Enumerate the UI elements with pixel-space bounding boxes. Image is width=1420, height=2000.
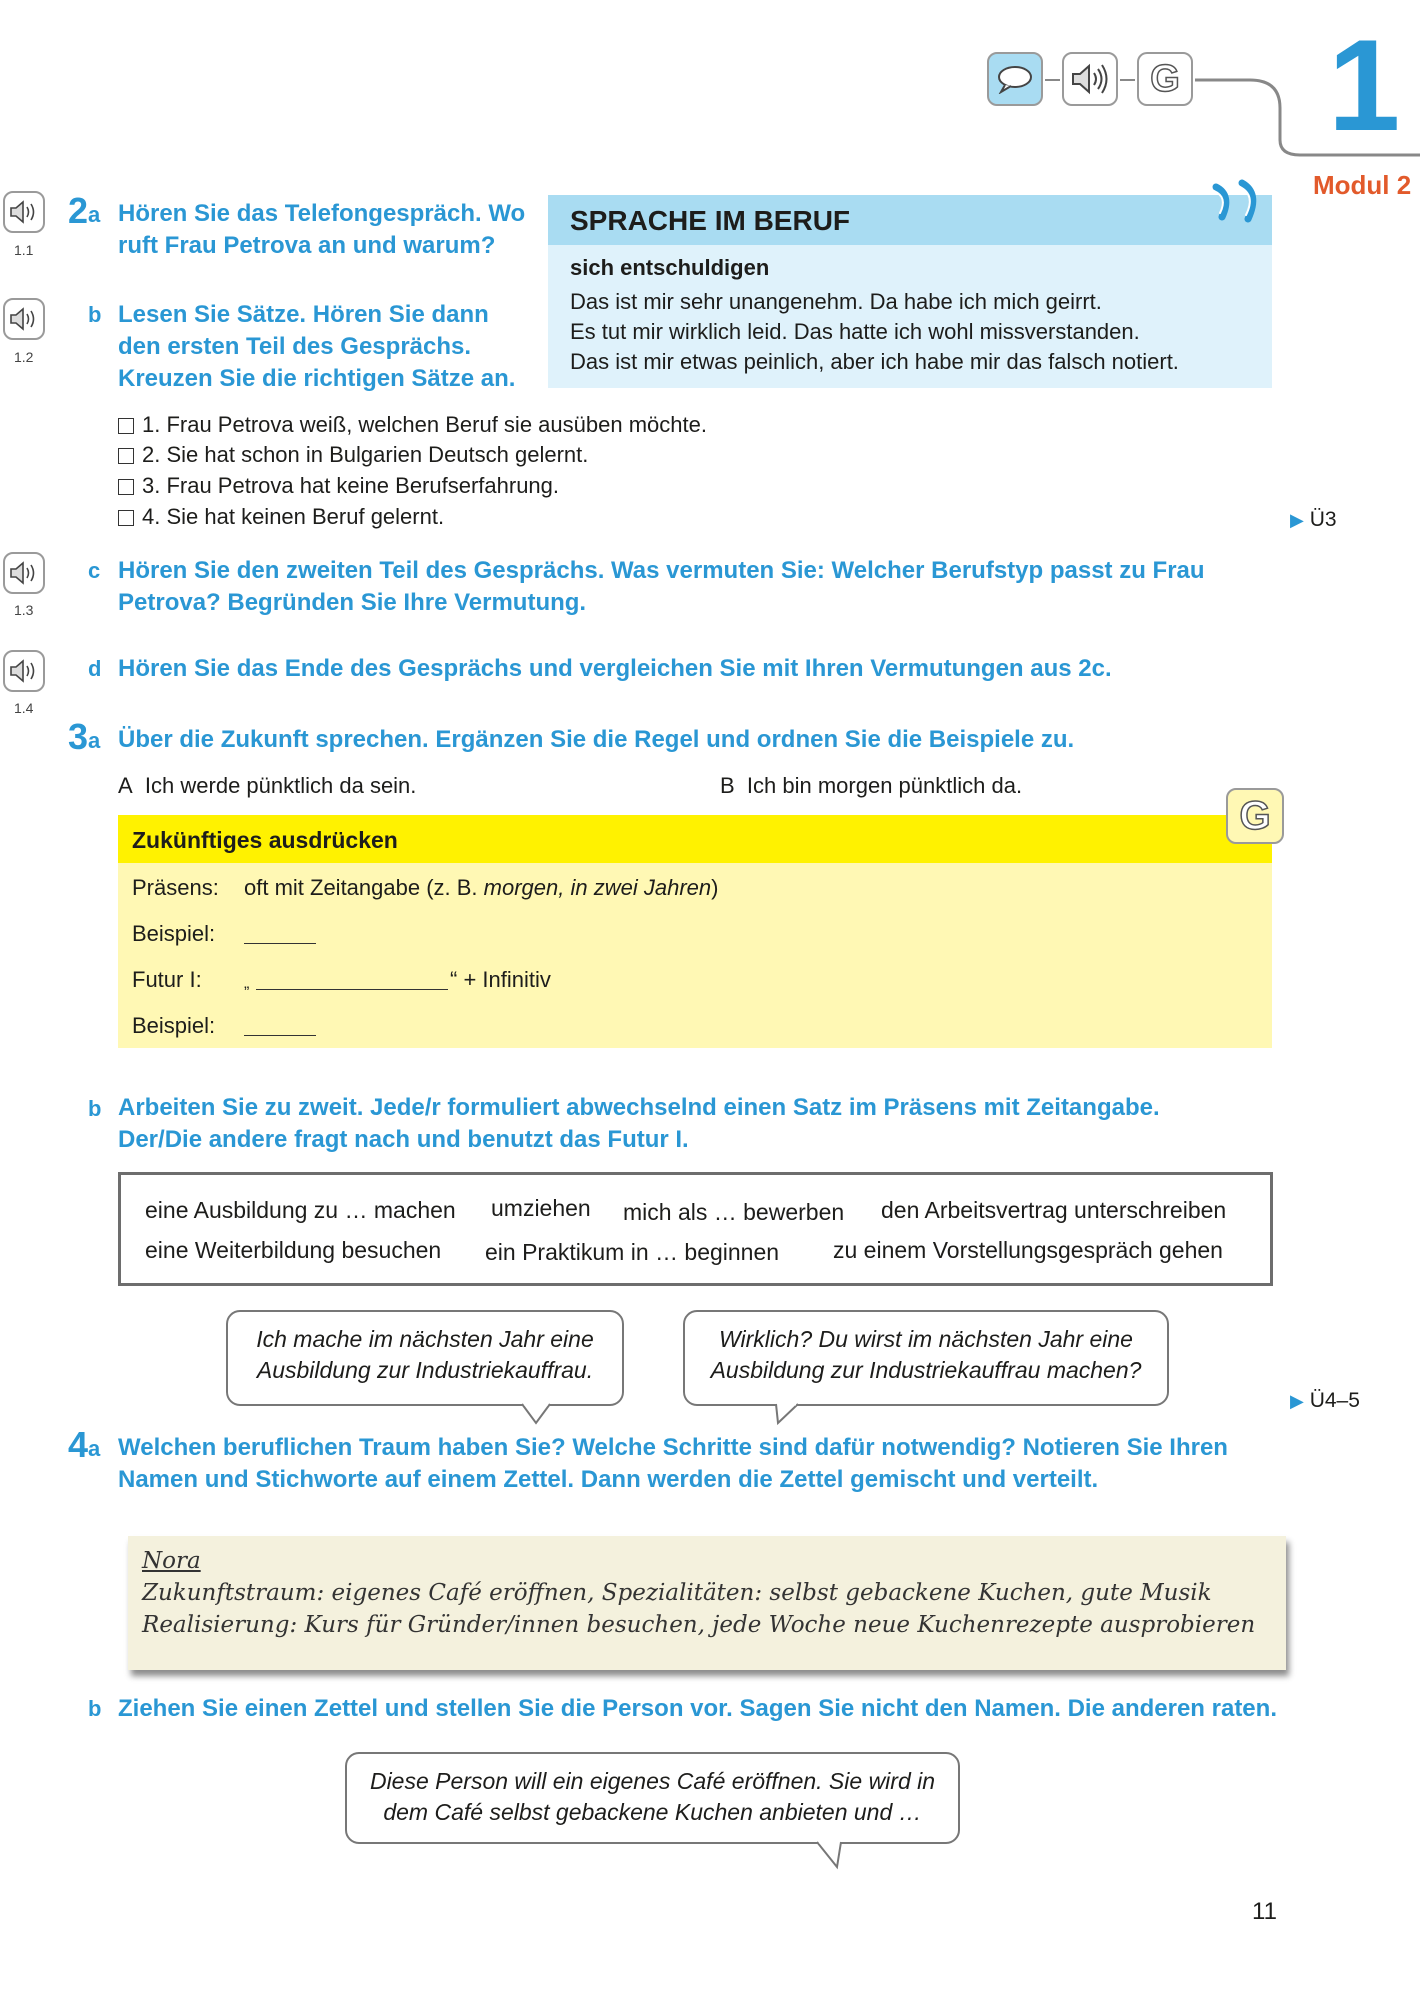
phrase-item: zu einem Vorstellungsgespräch gehen [833,1237,1223,1263]
exercise-3-number: 3 [68,716,89,757]
phrase-item: den Arbeitsvertrag unterschreiben [881,1197,1227,1223]
modul-label: Modul 2 [1313,170,1412,200]
sprache-im-beruf-box [548,195,1272,388]
exercise-reference-u4-5[interactable] [1290,1389,1360,1413]
sprache-line: Es tut mir wirklich leid. Das hatte ich wohl missverstanden. [570,319,1140,344]
triangle-right-icon: ▶ [1290,1391,1304,1411]
speech-bubble-icon [987,52,1043,106]
example-a-label: A [118,773,133,798]
note-line1: Zukunftstraum: eigenes Café eröffnen, Spezialitäten: selbst gebackene Kuchen, gute Musik [142,1580,1212,1606]
grammar-g-icon [1226,788,1284,844]
exercise-4b-letter: b [88,1696,102,1721]
exercise-4-number: 4 [68,1424,89,1465]
bubble-1-line1: Ich mache im nächsten Jahr eine [256,1326,594,1352]
example-b [720,771,1022,801]
paper-note [128,1536,1286,1670]
phrase-item: eine Weiterbildung besuchen [145,1237,442,1263]
checkbox-item-2[interactable] [118,440,588,470]
grammar-title: Zukünftiges ausdrücken [132,827,398,853]
track-number: 1.1 [14,242,34,258]
exercise-3a-line1: Über die Zukunft sprechen. Ergänzen Sie die Regel und ordnen Sie die Beispiele zu. [118,726,1075,753]
exercise-reference-u3[interactable] [1290,508,1337,532]
exercise-4a-letter: a [88,1436,101,1461]
track-number: 1.4 [14,700,34,716]
sprache-subtitle: sich entschuldigen [570,255,770,280]
futur-blank[interactable] [256,989,448,990]
futur-open-quote: „ [244,975,250,992]
beispiel-1-label: Beispiel: [132,921,216,946]
track-number: 1.2 [14,349,34,365]
audio-button-1-2[interactable] [3,298,45,340]
bubble-1-line2: Ausbildung zur Industriekauffrau. [256,1357,594,1383]
exercise-2c-letter: c [88,558,101,583]
exercise-2b-line1: Lesen Sie Sätze. Hören Sie dann [118,301,489,328]
example-b-label: B [720,773,735,798]
checkbox-item-3[interactable] [118,471,559,501]
bubble-2-line1: Wirklich? Du wirst im nächsten Jahr eine [719,1326,1133,1352]
bubble-3-line1: Diese Person will ein eigenes Café eröffnen. Sie wird in [369,1768,936,1794]
checkbox-label: 1. Frau Petrova weiß, welchen Beruf sie ausüben möchte. [142,412,707,437]
futur-label: Futur I: [132,967,202,992]
praesens-label: Präsens: [132,875,219,900]
bubble-3-tail [815,1841,855,1871]
grammar-g-letter: G [1239,793,1271,838]
example-a [118,771,416,801]
note-name: Nora [142,1548,201,1574]
checkbox-label: 3. Frau Petrova hat keine Berufserfahrung. [142,473,560,498]
sprache-title: SPRACHE IM BERUF [570,205,851,236]
beispiel-2-blank[interactable] [244,1035,316,1036]
exercise-2d-letter: d [88,656,102,681]
beispiel-1-blank[interactable] [244,943,316,944]
beispiel-2-label: Beispiel: [132,1013,216,1038]
speech-bubble-1 [226,1310,624,1406]
phrase-item: mich als … bewerben [623,1199,845,1225]
phrase-box [118,1172,1273,1286]
exercise-2c-line2: Petrova? Begründen Sie Ihre Vermutung. [118,589,587,616]
praesens-text-1: oft mit Zeitangabe (z. B. [244,875,484,900]
example-a-text: Ich werde pünktlich da sein. [144,773,417,798]
grammar-g-icon [1137,52,1193,106]
bubble-2-tail [768,1403,812,1427]
note-line2: Realisierung: Kurs für Gründer/innen besuchen, jede Woche neue Kuchenrezepte ausprobieren [142,1612,1256,1638]
exercise-3b-line2: Der/Die andere fragt nach und benutzt das Futur I. [118,1126,689,1153]
speech-bubble-3 [345,1752,960,1844]
audio-button-1-3[interactable] [3,552,45,594]
checkbox[interactable] [118,510,134,526]
quote-marks-icon [1198,173,1274,240]
exercise-2d-line1: Hören Sie das Ende des Gesprächs und vergleichen Sie mit Ihren Vermutungen aus 2c. [118,655,1112,682]
example-b-text: Ich bin morgen pünktlich da. [746,773,1023,798]
checkbox-item-4[interactable] [118,502,444,532]
reference-label: Ü3 [1309,508,1337,531]
exercise-2a-letter: a [88,202,101,227]
exercise-4a-line2: Namen und Stichworte auf einem Zettel. Dann werden die Zettel gemischt und verteilt. [118,1466,1099,1493]
phrase-item: umziehen [491,1195,591,1221]
exercise-4b-line1: Ziehen Sie einen Zettel und stellen Sie die Person vor. Sagen Sie nicht den Namen. Die anderen raten. [118,1695,1277,1722]
checkbox[interactable] [118,448,134,464]
phrase-item: eine Ausbildung zu … machen [145,1197,456,1223]
speech-bubble-2 [683,1310,1169,1406]
bubble-1-tail [520,1403,560,1427]
audio-button-1-4[interactable] [3,650,45,692]
speaker-icon [1062,52,1118,106]
reference-label: Ü4–5 [1309,1389,1360,1412]
exercise-3a-letter: a [88,728,101,753]
exercise-2-number: 2 [68,190,89,231]
exercise-2c-line1: Hören Sie den zweiten Teil des Gesprächs. Was vermuten Sie: Welcher Berufstyp passt zu Frau [118,557,1205,584]
chapter-number: 1 [1328,12,1401,158]
checkbox[interactable] [118,479,134,495]
exercise-2b-letter: b [88,302,102,327]
grammar-box [118,815,1272,1048]
praesens-text-2: ) [711,875,719,900]
futur-text: “ + Infinitiv [450,967,551,992]
exercise-2a-line2: ruft Frau Petrova an und warum? [118,232,496,259]
exercise-3b-letter: b [88,1096,102,1121]
praesens-italic: morgen, in zwei Jahren [483,875,712,900]
audio-button-1-1[interactable] [3,191,45,233]
exercise-4a-line1: Welchen beruflichen Traum haben Sie? Welche Schritte sind dafür notwendig? Notieren Sie Ihren [118,1434,1228,1461]
triangle-right-icon: ▶ [1290,510,1304,530]
track-number: 1.3 [14,602,34,618]
praesens-text [244,873,718,903]
grammar-g-letter: G [1150,57,1180,100]
exercise-2b-line2: den ersten Teil des Gesprächs. [118,333,472,360]
exercise-3b-line1: Arbeiten Sie zu zweit. Jede/r formuliert abwechselnd einen Satz im Präsens mit Zeitangabe. [118,1094,1160,1121]
exercise-2b-line3: Kreuzen Sie die richtigen Sätze an. [118,365,516,392]
checkbox-item-1[interactable] [118,410,707,440]
sprache-line: Das ist mir etwas peinlich, aber ich habe mir das falsch notiert. [570,349,1179,374]
checkbox-label: 2. Sie hat schon in Bulgarien Deutsch gelernt. [142,442,589,467]
sprache-line: Das ist mir sehr unangenehm. Da habe ich mich geirrt. [570,289,1102,314]
page-number: 11 [1252,1898,1277,1925]
checkbox-label: 4. Sie hat keinen Beruf gelernt. [142,504,445,529]
phrase-item: ein Praktikum in … beginnen [485,1239,780,1265]
bubble-3-line2: dem Café selbst gebackene Kuchen anbieten und … [383,1799,922,1825]
checkbox[interactable] [118,418,134,434]
bubble-2-line2: Ausbildung zur Industriekauffrau machen? [710,1357,1142,1383]
exercise-2a-line1: Hören Sie das Telefongespräch. Wo [118,200,526,227]
